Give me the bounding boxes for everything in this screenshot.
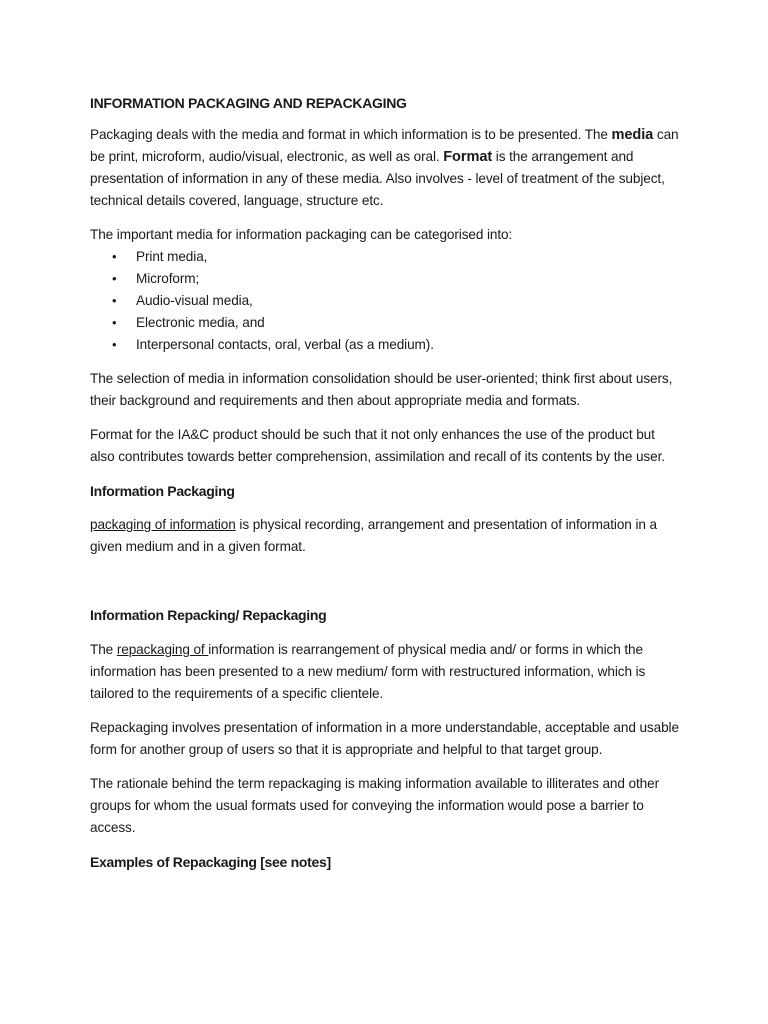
list-item [90,334,682,356]
list-item-text: Audio-visual media, [136,293,253,308]
list-item-text: Interpersonal contacts, oral, verbal (as a medium). [136,337,434,352]
rationale-paragraph: The rationale behind the term repackaging is making information available to illiterates and other groups for whom the usual formats used for conveying the information would pose a barrier to access. [90,776,660,835]
format-paragraph: Format for the IA&C product should be such that it not only enhances the use of the product but also contributes towards better comprehension, assimilation and recall of its contents by the user. [90,427,665,464]
intro-paragraph [90,124,682,212]
repackaging-involves-paragraph: Repackaging involves presentation of information in a more understandable, acceptable and usable form for another group of users so that it is appropriate and helpful to that target group. [90,720,679,757]
term-format: Format [443,149,493,165]
packaging-definition-text: is physical recording, arrangement and presentation of information in a given medium and in a given format. [90,517,657,554]
term-media: media [611,127,654,143]
repackaging-definition-text: information is rearrangement of physical media and/ or forms in which the information has been presented to a new medium/ form with restructured information, which is tailored to the requirements of a specific clientele. [90,642,646,701]
list-item [90,312,682,334]
section-heading-examples: Examples of Repackaging [see notes] [90,854,331,870]
repackaging-definition [90,639,682,705]
media-list [90,246,682,356]
intro-text-1: Packaging deals with the media and format in which information is to be presented. The [90,127,612,142]
bullet: • [112,271,117,286]
document-title: INFORMATION PACKAGING AND REPACKAGING [90,95,407,111]
bullet: • [112,337,117,352]
repackaging-term-link[interactable]: repackaging of [116,642,209,657]
list-item [90,246,682,268]
packaging-definition [90,514,682,558]
intro-text-3: is the arrangement and presentation of information in any of these media. Also involves - level of treatment of the subject, technical details covered, language, structure etc. [90,149,665,208]
document-body [90,92,682,873]
bullet: • [112,249,117,264]
section-heading-repackaging: Information Repacking/ Repackaging [90,607,327,623]
list-item-text: Print media, [136,249,208,264]
repackaging-text-pre: The [90,642,117,657]
list-item [90,268,682,290]
list-item [90,290,682,312]
selection-paragraph: The selection of media in information consolidation should be user-oriented; think first about users, their background and requirements and then about appropriate media and formats. [90,371,673,408]
list-item-text: Electronic media, and [136,315,265,330]
bullet: • [112,293,117,308]
section-heading-packaging: Information Packaging [90,483,235,499]
list-item-text: Microform; [136,271,200,286]
packaging-term-link[interactable]: packaging of information [90,517,236,532]
bullet: • [112,315,117,330]
media-lead: The important media for information packaging can be categorised into: [90,227,513,242]
intro-text-2: can be print, microform, audio/visual, electronic, as well as oral. [90,127,679,164]
